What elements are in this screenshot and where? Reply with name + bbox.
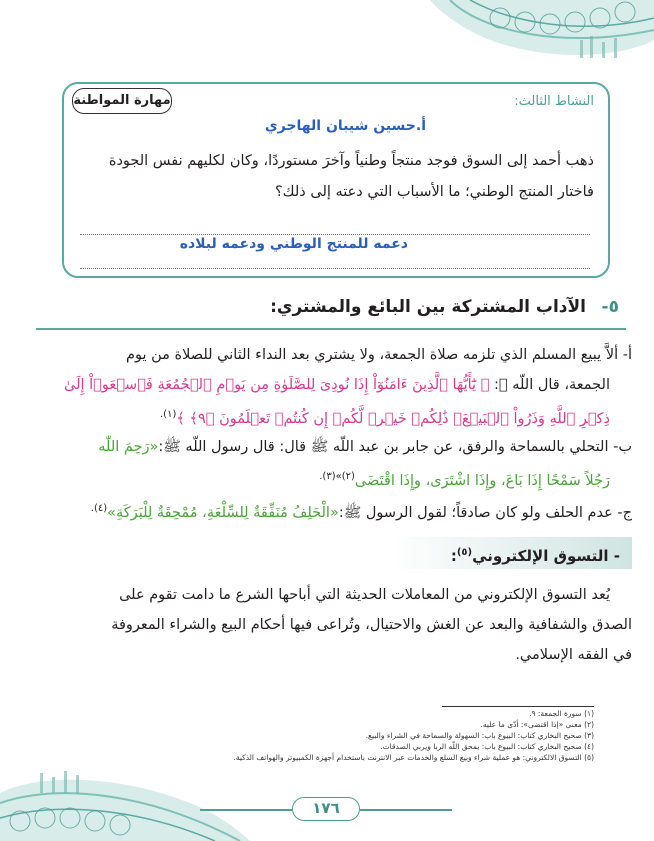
footnote-5: (٥) التسوق الالكتروني: هو عملية شراء وبيع السلع والخدمات عبر الانترنت باستخدام أجهزة الكمبيوتر والهواتف الذكية. — [233, 753, 594, 762]
teacher-name: أ.حسين شيبان الهاجري — [264, 118, 426, 134]
item-a-line-2 — [32, 370, 632, 400]
question-line-1: ذهب أحمد إلى السوق فوجد منتجاً وطنياً وآخرَ مستوردًا، وكان لكليهم نفس الجودة — [108, 153, 594, 169]
page-rule-left — [200, 809, 292, 811]
footnote-3: (٣) صحيح البخاري كتاب: البيوع باب: السهولة والسماحة في الشراء والبيع. — [365, 731, 594, 740]
footnote-2: (٢) معنى «إذا اقتضى»: أدّى ما عليه. — [480, 720, 594, 729]
item-a-prefix: الجمعة، قال اللّه ﷻ: — [489, 377, 610, 393]
hadith-b-part-1: «رَحِمَ اللّٰه — [98, 439, 159, 455]
item-b — [32, 432, 632, 496]
footnote-ref-4: (٤). — [90, 503, 108, 514]
item-b-line-2 — [32, 462, 632, 496]
footnote-ref-1: (١). — [159, 409, 177, 420]
activity-label: النشاط الثالث: — [514, 94, 594, 109]
item-a — [32, 340, 632, 434]
item-b-line-1 — [32, 432, 632, 462]
quran-verse-part-2: ذِكۡرِ ٱللَّهِ وَذَرُواْ ٱلۡبَيۡعَۚ ذَٰلِكُمۡ خَيۡرٞ لَّكُمۡ إِن كُنتُمۡ تَعۡلَمُونَ ﴿٩﴾ ﴾ — [176, 410, 610, 427]
footnote-rule — [442, 706, 594, 707]
subsection-heading — [392, 537, 632, 569]
item-b-prefix: ب- التحلي بالسماحة والرفق، عن جابر بن عبد اللّه ﷺ قال: قال رسول اللّه ﷺ: — [158, 439, 632, 455]
footnote-ref-5: (٥) — [456, 547, 473, 558]
footnotes — [34, 708, 594, 763]
answer-dotted-line-1 — [80, 234, 590, 235]
subsection-title: - التسوق الإلكتروني — [472, 547, 620, 565]
item-c — [32, 494, 632, 528]
body-line-3: في الفقه الإسلامي. — [515, 647, 632, 663]
page-rule-right — [360, 809, 452, 811]
skill-badge: مهارة المواطنة — [72, 88, 172, 114]
section-underline — [36, 328, 626, 330]
footnote-1: (١) سورة الجمعة: ٩. — [529, 709, 594, 718]
item-a-line-3 — [32, 400, 632, 434]
answer-dotted-line-2 — [80, 268, 590, 269]
footnote-4: (٤) صحيح البخاري كتاب: البيوع باب: يمحق اللّه الربا ويربي الصدقات. — [380, 742, 594, 751]
item-a-line-1: أ- ألاَّ يبيع المسلم الذي تلزمه صلاة الجمعة، ولا يشتري بعد النداء الثاني للصلاة من يوم — [126, 347, 632, 363]
quran-verse-part-1: ﴿ يَٰٓأَيُّهَا ٱلَّذِينَ ءَامَنُوٓاْ إِذَا نُودِىَ لِلصَّلَوٰةِ مِن يَوۡمِ ٱلۡجُمُعَةِ فَٱسۡعَوۡاْ إِلَىٰ — [64, 377, 490, 393]
page-number: ١٧٦ — [292, 797, 360, 821]
subsection-colon: : — [450, 547, 457, 565]
activity-question — [52, 146, 594, 208]
hadith-c: «الْحَلِفُ مُنَفِّقَةٌ لِلسِّلْعَةِ، مُمْحِقَةٌ لِلْبَرَكَةِ» — [107, 504, 339, 521]
body-line-2: الصدق والشفافية والبعد عن الغش والاحتيال، وتُراعى فيها أحكام البيع والشراء المعروفة — [111, 617, 632, 633]
hadith-b-part-2: رَجُلاً سَمْحًا إِذَا بَاعَ، وإِذَا اشْتَرَى، وإِذَا اقْتَضَى — [354, 472, 610, 489]
body-paragraph — [32, 580, 632, 670]
bottom-ornament-decoration — [0, 763, 250, 841]
item-c-prefix: ج- عدم الحلف ولو كان صادقاً؛ لقول الرسول ﷺ: — [338, 504, 632, 521]
question-line-2: فاختار المنتج الوطني؛ ما الأسباب التي دعته إلى ذلك؟ — [274, 184, 594, 200]
top-ornament-decoration — [430, 0, 654, 72]
handwritten-answer[interactable]: دعمه للمنتج الوطني ودعمه لبلاده — [179, 236, 408, 252]
section-title: الآداب المشتركة بين البائع والمشتري: — [270, 297, 586, 317]
body-line-1: يُعد التسوق الإلكتروني من المعاملات الحديثة التي أباحها الشرع ما دامت تقوم على — [119, 587, 610, 603]
section-number: ٥- — [601, 297, 619, 317]
footnote-refs-2-3: (٢)»(٣). — [319, 471, 355, 482]
